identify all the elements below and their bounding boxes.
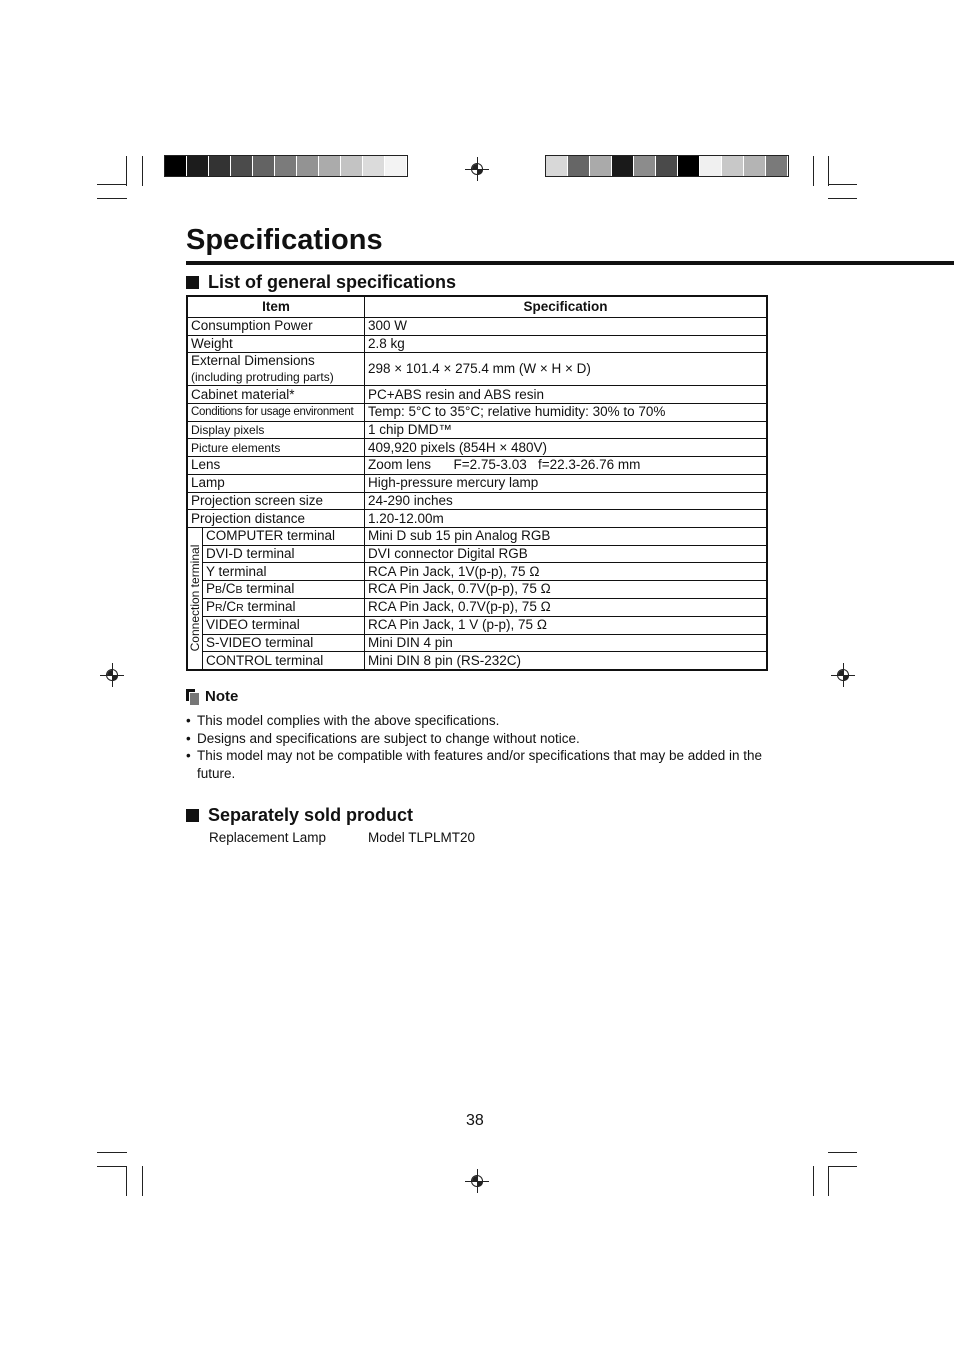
header-spec: Specification (365, 296, 768, 318)
terminal-item-part: /C (222, 598, 237, 614)
table-row (187, 527, 767, 545)
color-swatch (612, 156, 634, 176)
sold-product: Replacement Lamp (209, 830, 327, 845)
spec-item (187, 386, 365, 404)
table-row (187, 652, 767, 670)
spec-value: 298 × 101.4 × 275.4 mm (W × H × D) (365, 353, 768, 386)
terminal-item-part: P (206, 580, 216, 596)
table-row (187, 439, 767, 457)
crop-mark (813, 1166, 814, 1196)
spec-item-label: Cabinet material* (191, 386, 295, 402)
connection-terminal-label (187, 527, 203, 670)
square-bullet-icon (186, 276, 199, 289)
registration-mark-icon (469, 161, 485, 177)
color-swatch (385, 156, 407, 176)
spec-item (187, 474, 365, 492)
table-row (187, 598, 767, 616)
square-bullet-icon (186, 809, 199, 822)
spec-item (187, 457, 365, 475)
spec-item (187, 421, 365, 439)
page-number: 38 (466, 1112, 484, 1129)
crop-mark (828, 1166, 857, 1167)
table-row (187, 634, 767, 652)
note-item: • This model may not be compatible with features and/or specifications that may be added in the future. (186, 747, 776, 782)
crop-mark (828, 1166, 829, 1196)
terminal-value: RCA Pin Jack, 1 V (p-p), 75 Ω (365, 616, 768, 634)
spec-item (187, 404, 365, 422)
spec-value: PC+ABS resin and ABS resin (365, 386, 768, 404)
spec-item (187, 335, 365, 353)
sold-heading (186, 805, 413, 826)
crop-mark (97, 198, 127, 199)
color-bar-left (164, 155, 408, 177)
spec-item-label: Projection screen size (191, 492, 324, 508)
table-row (187, 492, 767, 510)
table-row (187, 563, 767, 581)
spec-value: Zoom lens F=2.75-3.03 f=22.3-26.76 mm (365, 457, 768, 475)
terminal-value: Mini D sub 15 pin Analog RGB (365, 527, 768, 545)
color-swatch (700, 156, 722, 176)
color-swatch (744, 156, 766, 176)
sold-model: Model TLPLMT20 (368, 830, 476, 845)
spec-value: 24-290 inches (365, 492, 768, 510)
header-item: Item (187, 296, 365, 318)
crop-mark (97, 1152, 127, 1153)
terminal-item-part: terminal (242, 580, 295, 596)
color-swatch (231, 156, 253, 176)
color-swatch (187, 156, 209, 176)
note-item: • Designs and specifications are subject to change without notice. (186, 730, 776, 748)
terminal-value: DVI connector Digital RGB (365, 545, 768, 563)
color-swatch (722, 156, 744, 176)
color-swatch (656, 156, 678, 176)
color-swatch (165, 156, 187, 176)
color-swatch (634, 156, 656, 176)
terminal-item: Y terminal (203, 563, 365, 581)
general-spec-heading-text: List of general specifications (208, 272, 457, 292)
note-item: • This model complies with the above specifications. (186, 712, 776, 730)
table-row (187, 457, 767, 475)
terminal-item (203, 580, 365, 598)
color-swatch (297, 156, 319, 176)
spec-item-label: Picture elements (191, 440, 281, 455)
table-row (187, 386, 767, 404)
table-row (187, 318, 767, 336)
terminal-item: VIDEO terminal (203, 616, 365, 634)
terminal-value: RCA Pin Jack, 0.7V(p-p), 75 Ω (365, 598, 768, 616)
table-row (187, 510, 767, 528)
spec-item (187, 439, 365, 457)
color-swatch (341, 156, 363, 176)
spec-item-label: Projection distance (191, 510, 306, 526)
note-heading (186, 688, 238, 705)
spec-item-label: Lamp (191, 475, 225, 491)
table-header-row (187, 296, 767, 318)
terminal-item (203, 598, 365, 616)
crop-mark (828, 184, 857, 185)
table-row (187, 421, 767, 439)
terminal-item-part: /C (222, 580, 236, 596)
crop-mark (142, 156, 143, 186)
terminal-value: RCA Pin Jack, 0.7V(p-p), 75 Ω (365, 580, 768, 598)
color-swatch (766, 156, 788, 176)
spec-item-sub: (including protruding parts) (191, 370, 334, 385)
crop-mark (97, 184, 127, 185)
spec-item-label: Display pixels (191, 423, 265, 438)
connection-terminal-text: Connection terminal (188, 545, 202, 652)
spec-value: 1 chip DMD™ (365, 421, 768, 439)
table-row (187, 335, 767, 353)
table-row (187, 545, 767, 563)
spec-value: 300 W (365, 318, 768, 336)
spec-value: 1.20-12.00m (365, 510, 768, 528)
spec-item (187, 510, 365, 528)
color-swatch (209, 156, 231, 176)
crop-mark (142, 1166, 143, 1196)
spec-value: 2.8 kg (365, 335, 768, 353)
color-swatch (568, 156, 590, 176)
crop-mark (828, 198, 857, 199)
spec-item-label: Consumption Power (191, 318, 313, 334)
color-swatch (590, 156, 612, 176)
spec-item (187, 353, 365, 386)
spec-value: 409,920 pixels (854H × 480V) (365, 439, 768, 457)
registration-mark-icon (469, 1173, 485, 1189)
spec-value: High-pressure mercury lamp (365, 474, 768, 492)
color-swatch (546, 156, 568, 176)
terminal-item: DVI-D terminal (203, 545, 365, 563)
spec-item-label: Weight (191, 336, 233, 352)
crop-mark (97, 1166, 127, 1167)
title-rule (186, 261, 954, 265)
table-row (187, 580, 767, 598)
color-swatch (678, 156, 700, 176)
terminal-item: S-VIDEO terminal (203, 634, 365, 652)
spec-item (187, 492, 365, 510)
crop-mark (828, 156, 829, 186)
terminal-item-part: terminal (243, 598, 296, 614)
table-row (187, 404, 767, 422)
terminal-value: Mini DIN 4 pin (365, 634, 768, 652)
spec-item (187, 318, 365, 336)
terminal-value: Mini DIN 8 pin (RS-232C) (365, 652, 768, 670)
terminal-value: RCA Pin Jack, 1V(p-p), 75 Ω (365, 563, 768, 581)
terminal-item-part: B (235, 583, 243, 596)
note-heading-text: Note (205, 688, 239, 705)
crop-mark (813, 156, 814, 186)
color-bar-right (545, 155, 789, 177)
spec-item-label: Conditions for usage environment (191, 406, 354, 419)
table-row (187, 474, 767, 492)
sold-heading-text: Separately sold product (208, 805, 414, 825)
terminal-item: CONTROL terminal (203, 652, 365, 670)
table-row (187, 353, 767, 386)
crop-mark (828, 1152, 857, 1153)
note-list (186, 712, 776, 782)
terminal-item-part: R (215, 601, 223, 614)
spec-item-label: External Dimensions (191, 353, 315, 369)
color-swatch (275, 156, 297, 176)
color-swatch (363, 156, 385, 176)
terminal-item-part: P (206, 598, 216, 614)
terminal-item: COMPUTER terminal (203, 527, 365, 545)
page-title: Specifications (186, 224, 383, 256)
color-swatch (319, 156, 341, 176)
table-row (187, 616, 767, 634)
crop-mark (126, 156, 127, 186)
color-swatch (253, 156, 275, 176)
terminal-item-part: B (215, 583, 223, 596)
spec-value: Temp: 5°C to 35°C; relative humidity: 30% to 70% (365, 404, 768, 422)
general-spec-heading (186, 272, 456, 293)
spec-item-label: Lens (191, 457, 221, 473)
crop-mark (126, 1166, 127, 1196)
spec-table (186, 295, 768, 671)
note-icon (186, 689, 198, 704)
registration-mark-icon (104, 667, 120, 683)
registration-mark-icon (835, 667, 851, 683)
terminal-item-part: R (236, 601, 244, 614)
